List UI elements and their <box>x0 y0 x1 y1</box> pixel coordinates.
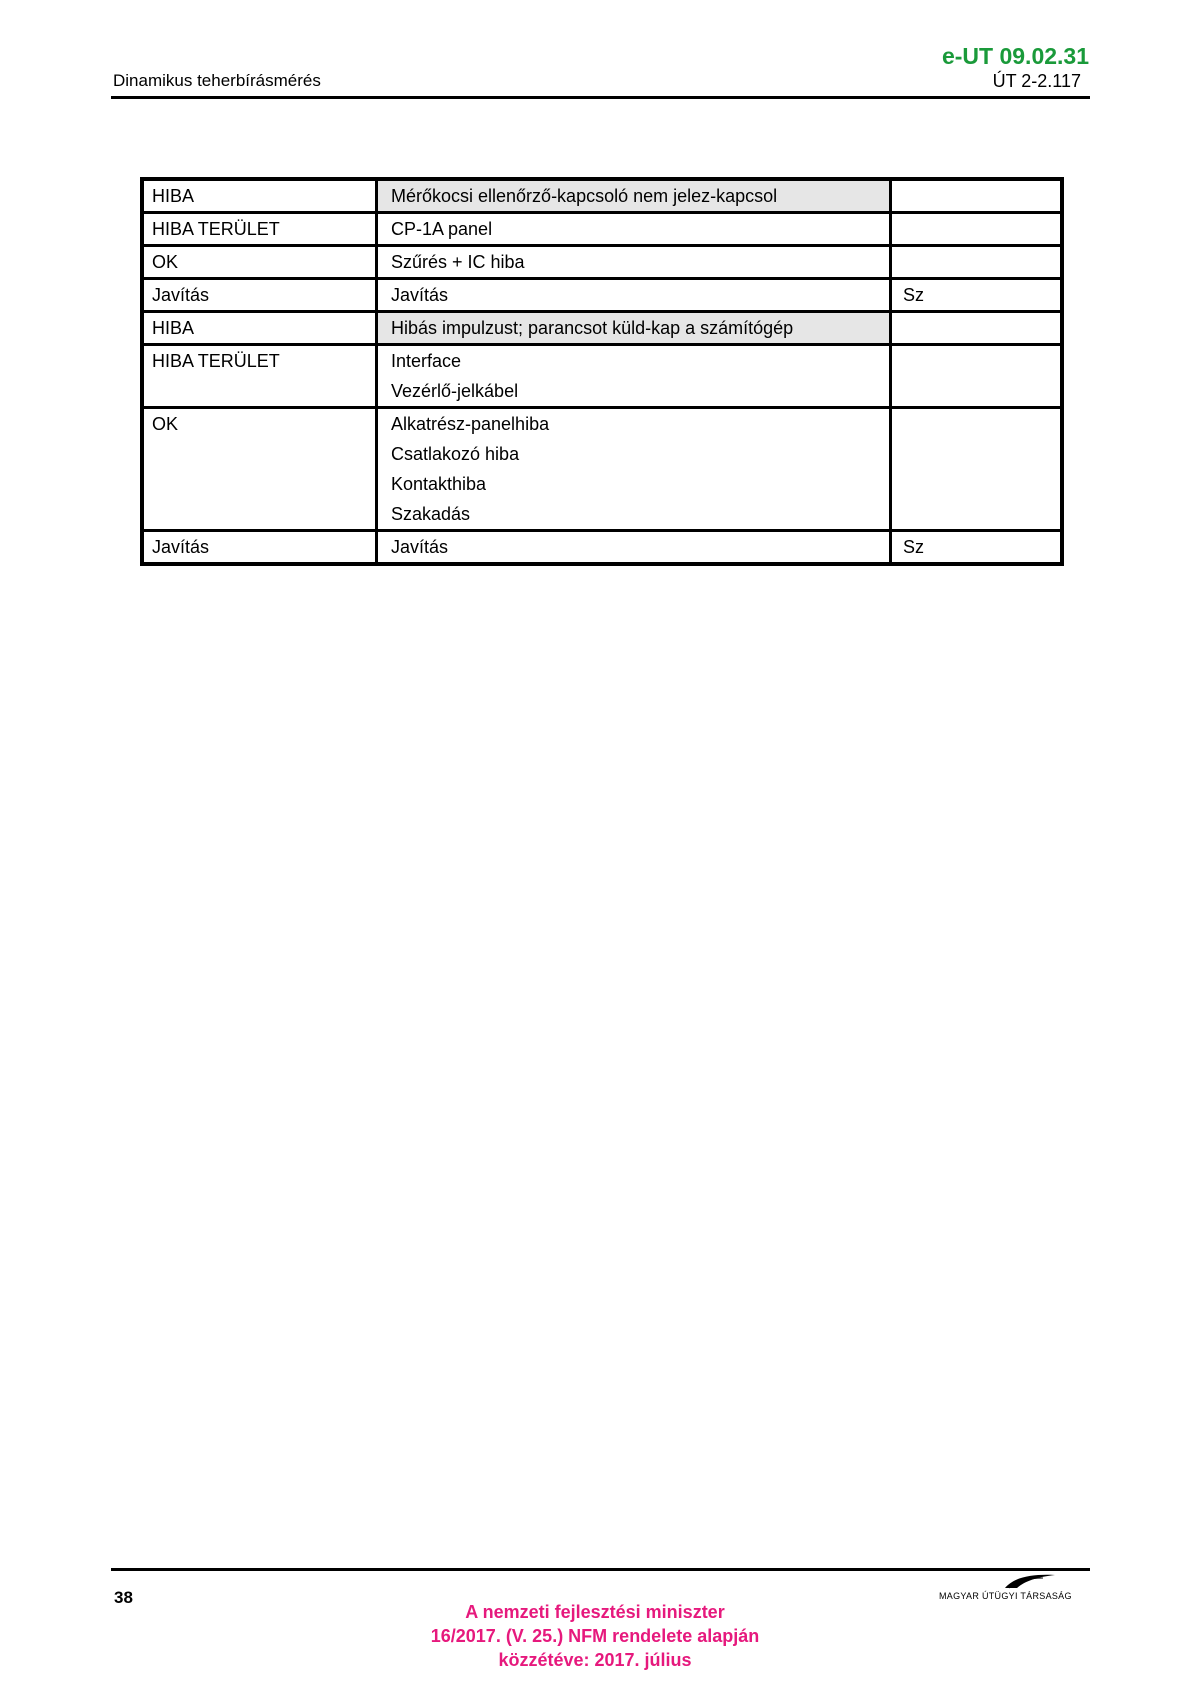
table-cell <box>892 181 1060 211</box>
table-cell <box>378 280 892 310</box>
table-cell <box>378 313 892 343</box>
table-row <box>144 244 1060 277</box>
table-row <box>144 211 1060 244</box>
cell-text: HIBA TERÜLET <box>152 351 280 371</box>
cell-text: Kontakthiba <box>391 474 487 494</box>
cell-text: CP-1A panel <box>391 219 493 239</box>
standard-number: ÚT 2-2.117 <box>992 71 1081 91</box>
cell-text: OK <box>152 252 179 272</box>
cell-text: HIBA <box>152 318 195 338</box>
table-cell <box>144 214 378 244</box>
cell-text: Alkatrész-panelhiba <box>391 414 550 434</box>
table-row <box>144 529 1060 562</box>
table-cell <box>378 409 892 529</box>
table-cell <box>144 280 378 310</box>
cell-text: Sz <box>903 537 925 557</box>
cell-text: Hibás impulzust; parancsot küld-kap a számítógép <box>391 318 794 338</box>
table-cell <box>892 313 1060 343</box>
cell-text: Szűrés + IC hiba <box>391 252 525 272</box>
table-row <box>144 277 1060 310</box>
cell-text: Sz <box>903 285 925 305</box>
footer-rule <box>111 1568 1090 1571</box>
cell-text: HIBA TERÜLET <box>152 219 280 239</box>
cell-text: Mérőkocsi ellenőrző-kapcsoló nem jelez-kapcsol <box>391 186 778 206</box>
document-code: e-UT 09.02.31 <box>941 43 1089 69</box>
header-rule <box>111 96 1090 99</box>
table-cell <box>144 313 378 343</box>
table-cell <box>144 532 378 562</box>
table-cell <box>892 532 1060 562</box>
table-cell <box>892 409 1060 529</box>
table-cell <box>144 247 378 277</box>
table-cell <box>378 214 892 244</box>
table-row <box>144 406 1060 529</box>
cell-text: Csatlakozó hiba <box>391 444 520 464</box>
table-cell <box>378 247 892 277</box>
table-cell <box>144 409 378 529</box>
cell-text: Javítás <box>391 537 449 557</box>
table-row <box>144 310 1060 343</box>
cell-text: Szakadás <box>391 504 471 524</box>
cell-text: Interface <box>391 351 462 371</box>
table-row <box>144 181 1060 211</box>
cell-text: Javítás <box>391 285 449 305</box>
cell-text: Vezérlő-jelkábel <box>391 381 519 401</box>
document-title: Dinamikus teherbírásmérés <box>113 71 321 90</box>
cell-text: Javítás <box>152 537 210 557</box>
table-cell <box>378 181 892 211</box>
table-cell <box>378 346 892 406</box>
table-cell <box>144 181 378 211</box>
notice-line: A nemzeti fejlesztési miniszter <box>465 1602 725 1622</box>
table-cell <box>144 346 378 406</box>
cell-text: OK <box>152 414 179 434</box>
table-cell <box>892 346 1060 406</box>
cell-text: Javítás <box>152 285 210 305</box>
table-cell <box>892 280 1060 310</box>
logo-text: MAGYAR ÚTÜGYI TÁRSASÁG <box>939 1591 1072 1601</box>
notice-line: közzétéve: 2017. július <box>498 1650 692 1670</box>
page-number: 38 <box>114 1588 133 1607</box>
cell-text: HIBA <box>152 186 195 206</box>
table-row <box>144 343 1060 406</box>
table-cell <box>378 532 892 562</box>
table-cell <box>892 214 1060 244</box>
notice-line: 16/2017. (V. 25.) NFM rendelete alapján <box>430 1626 760 1646</box>
table-cell <box>892 247 1060 277</box>
fault-table <box>140 177 1064 566</box>
publication-notice <box>300 1600 890 1672</box>
